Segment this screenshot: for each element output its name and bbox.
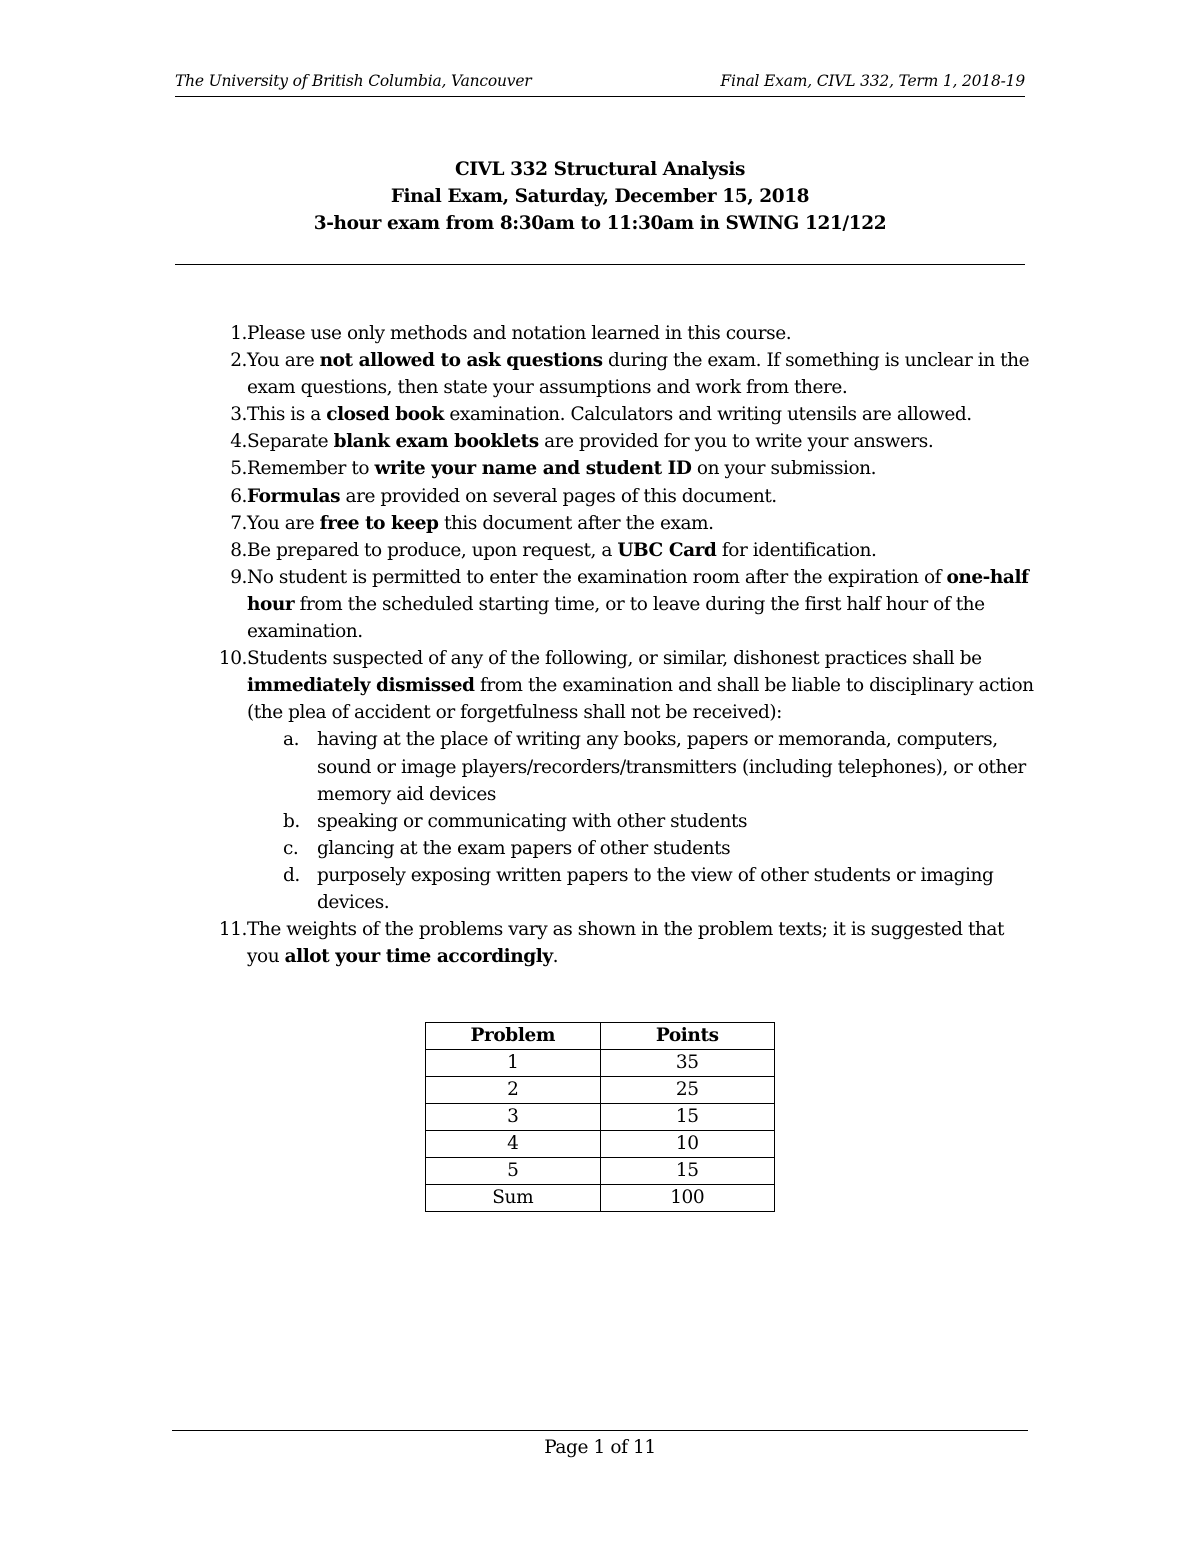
instruction-text-segment: Separate — [247, 431, 334, 453]
sub-item — [175, 808, 1035, 835]
exam-date: Final Exam, Saturday, December 15, 2018 — [390, 186, 810, 207]
instruction-text — [247, 919, 1004, 967]
problem-cell: 1 — [426, 1050, 601, 1077]
instruction-number: 4. — [230, 431, 247, 453]
exam-time-location: 3-hour exam from 8:30am to 11:30am in SWING 121/122 — [313, 213, 887, 234]
instruction-number: 11. — [218, 919, 247, 941]
instruction-number: 6. — [230, 485, 247, 507]
points-cell: 35 — [600, 1050, 775, 1077]
instruction-number: 3. — [230, 404, 247, 426]
sub-item-text: speaking or communicating with other students — [317, 810, 748, 832]
instruction-text — [247, 323, 791, 344]
exam-title-block — [175, 156, 1025, 237]
instruction-text — [247, 567, 1029, 642]
instruction-number: 2. — [230, 350, 247, 372]
sub-item — [175, 835, 1035, 862]
instruction-text — [247, 404, 972, 425]
footer-divider — [172, 1430, 1028, 1431]
instruction-number: 9. — [230, 566, 247, 588]
instruction-item — [175, 483, 1035, 510]
instruction-emphasis: Formulas — [247, 485, 341, 507]
sub-item-text: having at the place of writing any books, papers or memoranda, computers, sound or image players/recorders/transmitters (including telephones), or other memory aid devices — [317, 729, 1026, 805]
instruction-text-segment: Remember to — [247, 458, 375, 480]
instruction-emphasis: UBC Card — [617, 539, 717, 561]
instruction-text-segment: You are — [247, 512, 320, 534]
instruction-number: 7. — [230, 512, 247, 534]
table-row — [426, 1185, 775, 1212]
instruction-text-segment: during the exam. If something is unclear in the exam questions, then state your assumptions and work from there. — [247, 350, 1030, 399]
instructions-list — [175, 320, 1035, 970]
instruction-emphasis: blank exam booklets — [333, 431, 539, 453]
instruction-item — [175, 320, 1035, 347]
instruction-text-segment: on your submission. — [691, 458, 877, 480]
table-row — [426, 1158, 775, 1185]
instruction-emphasis: free to keep — [319, 512, 439, 534]
problem-cell: 3 — [426, 1104, 601, 1131]
instruction-text — [247, 486, 777, 507]
instruction-item — [175, 645, 1035, 726]
instruction-text-segment: The weights of the problems vary as shown in the problem texts; it is suggested that you — [247, 919, 1004, 968]
table-row — [426, 1050, 775, 1077]
instruction-number: 5. — [230, 458, 247, 480]
instruction-text-segment: from the scheduled starting time, or to leave during the first half hour of the examination. — [247, 593, 985, 643]
instruction-text-segment: examination. Calculators and writing utensils are allowed. — [443, 404, 972, 426]
instruction-text — [247, 431, 933, 452]
header-points: Points — [600, 1023, 775, 1050]
instruction-text-segment: from the examination and shall be liable to disciplinary action (the plea of accident or forgetfulness shall not be received): — [247, 675, 1034, 724]
header-problem: Problem — [426, 1023, 601, 1050]
points-cell: 15 — [600, 1158, 775, 1185]
points-cell: 100 — [600, 1185, 775, 1212]
instruction-text-segment: No student is permitted to enter the examination room after the expiration of — [247, 566, 947, 588]
page-number: Page 1 of 11 — [544, 1437, 656, 1458]
instruction-item — [175, 916, 1035, 970]
table-row — [426, 1077, 775, 1104]
table-row — [426, 1131, 775, 1158]
sub-item-label: b. — [283, 810, 300, 832]
instruction-text-segment: Be prepared to produce, upon request, a — [247, 539, 618, 561]
sub-item-label: c. — [283, 837, 299, 859]
instruction-item — [175, 401, 1035, 428]
instruction-text-segment: . — [552, 946, 559, 968]
instruction-text — [247, 458, 876, 479]
sub-item-label: a. — [283, 729, 300, 751]
sub-item-text: purposely exposing written papers to the view of other students or imaging devices. — [317, 864, 994, 913]
problem-cell: 5 — [426, 1158, 601, 1185]
instruction-item — [175, 510, 1035, 537]
instruction-emphasis: not allowed to ask questions — [319, 350, 603, 372]
header-university: The University of British Columbia, Vancouver — [175, 72, 532, 90]
points-table — [425, 1022, 775, 1212]
instruction-emphasis: immediately dismissed — [247, 675, 475, 697]
instruction-text-segment: Please use only methods and notation learned in this course. — [247, 323, 792, 344]
points-cell: 15 — [600, 1104, 775, 1131]
course-title: CIVL 332 Structural Analysis — [454, 159, 746, 180]
instruction-item — [175, 347, 1035, 401]
instruction-number: 10. — [218, 648, 247, 670]
instruction-item — [175, 455, 1035, 482]
sub-item-text: glancing at the exam papers of other students — [317, 837, 731, 859]
instruction-number: 1. — [230, 323, 247, 344]
instruction-emphasis: write your name and student ID — [374, 458, 692, 480]
instruction-text-segment: You are — [247, 350, 320, 372]
points-cell: 10 — [600, 1131, 775, 1158]
instruction-text-segment: are provided on several pages of this document. — [340, 485, 777, 507]
page-header — [175, 72, 1025, 97]
instruction-text-segment: Students suspected of any of the following, or similar, dishonest practices shall be — [247, 648, 982, 670]
points-cell: 25 — [600, 1077, 775, 1104]
instruction-text — [247, 648, 1034, 723]
instruction-text-segment: This is a — [247, 404, 327, 426]
instruction-text — [247, 350, 1029, 398]
instruction-emphasis: allot your time accordingly — [284, 946, 553, 968]
problem-cell: Sum — [426, 1185, 601, 1212]
instruction-item — [175, 564, 1035, 645]
instruction-emphasis: one-half hour — [247, 566, 1029, 615]
points-table-header-row — [426, 1023, 775, 1050]
problem-cell: 2 — [426, 1077, 601, 1104]
instruction-text — [247, 513, 714, 534]
instruction-item — [175, 428, 1035, 455]
instruction-emphasis: closed book — [326, 404, 444, 426]
instruction-text-segment: for identification. — [716, 539, 877, 561]
sub-item-label: d. — [283, 864, 300, 886]
header-exam-info: Final Exam, CIVL 332, Term 1, 2018-19 — [720, 72, 1025, 90]
instruction-item — [175, 537, 1035, 564]
sub-item — [175, 862, 1035, 916]
instruction-text — [247, 540, 876, 561]
title-divider — [175, 264, 1025, 265]
problem-cell: 4 — [426, 1131, 601, 1158]
table-row — [426, 1104, 775, 1131]
instruction-number: 8. — [230, 539, 247, 561]
instruction-text-segment: are provided for you to write your answers. — [538, 431, 934, 453]
sub-item — [175, 726, 1035, 807]
instruction-text-segment: this document after the exam. — [438, 512, 714, 534]
